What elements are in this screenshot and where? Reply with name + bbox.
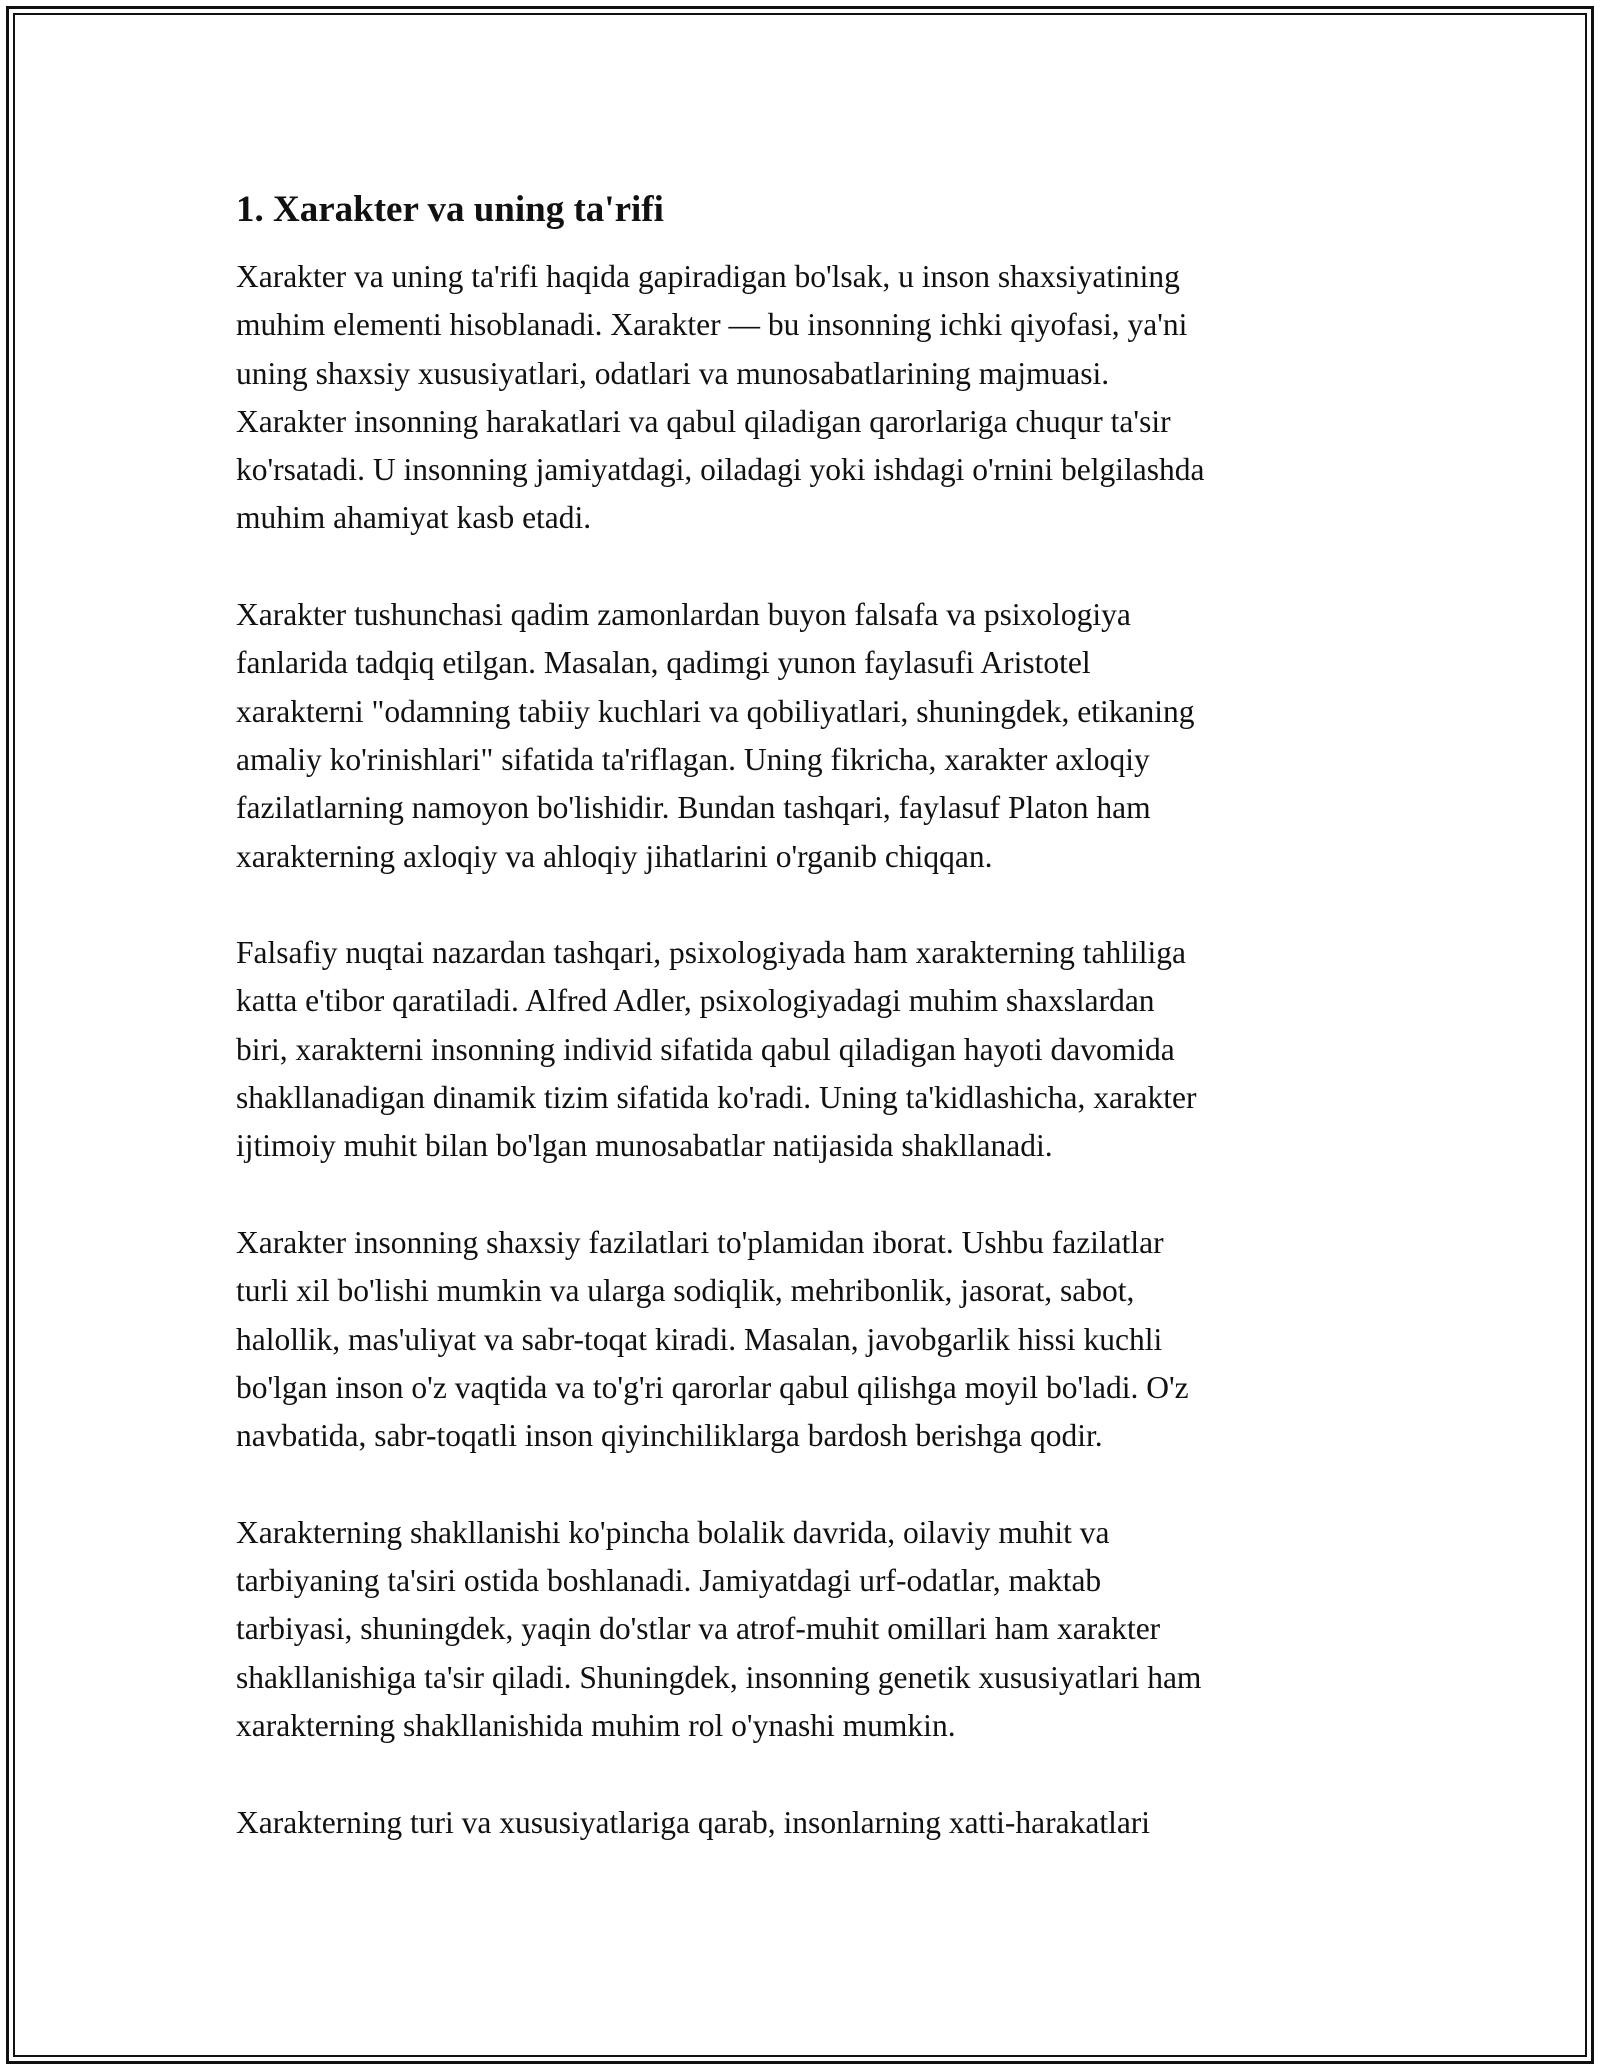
paragraph-line: halollik, mas'uliyat va sabr-toqat kiradi. Masalan, javobgarlik hissi kuchli	[236, 1321, 1163, 1357]
paragraph-line: Xarakter va uning ta'rifi haqida gapiradigan bo'lsak, u inson shaxsiyatining	[236, 259, 1180, 294]
paragraph-line: ko'rsatadi. U insonning jamiyatdagi, oiladagi yoki ishdagi o'rnini belgilashda	[236, 452, 1205, 488]
paragraph-line: Falsafiy nuqtai nazardan tashqari, psixologiyada ham xarakterning tahliliga	[236, 935, 1186, 971]
body-paragraph	[236, 1219, 1386, 1460]
section-title: 1. Xarakter va uning ta'rifi	[236, 189, 664, 230]
paragraph-line: Xarakter insonning shaxsiy fazilatlari to'plamidan iborat. Ushbu fazilatlar	[236, 1224, 1164, 1260]
paragraph-line: xarakterni "odamning tabiiy kuchlari va qobiliyatlari, shuningdek, etikaning	[236, 693, 1195, 729]
paragraph-line: tarbiyaning ta'siri ostida boshlanadi. Jamiyatdagi urf-odatlar, maktab	[236, 1563, 1102, 1599]
body-paragraph	[236, 1509, 1386, 1750]
paragraph-line: shakllanadigan dinamik tizim sifatida ko'radi. Uning ta'kidlashicha, xarakter	[236, 1080, 1197, 1116]
paragraph-line: xarakterning shakllanishida muhim rol o'ynashi mumkin.	[236, 1707, 956, 1743]
paragraph-line: ijtimoiy muhit bilan bo'lgan munosabatlar natijasida shakllanadi.	[236, 1128, 1053, 1164]
paragraph-line: Xarakterning turi va xususiyatlariga qarab, insonlarning xatti-harakatlari	[236, 1804, 1151, 1840]
body-paragraph	[236, 591, 1386, 881]
paragraph-line: xarakterning axloqiy va ahloqiy jihatlarini o'rganib chiqqan.	[236, 838, 993, 874]
paragraph-line: muhim elementi hisoblanadi. Xarakter — bu insonning ichki qiyofasi, ya'ni	[236, 307, 1188, 343]
document-page	[236, 186, 1386, 1895]
paragraph-line: Xarakterning shakllanishi ko'pincha bolalik davrida, oilaviy muhit va	[236, 1514, 1110, 1550]
paragraph-line: muhim ahamiyat kasb etadi.	[236, 500, 592, 536]
paragraph-line: Xarakter tushunchasi qadim zamonlardan buyon falsafa va psixologiya	[236, 597, 1131, 633]
body-paragraph	[236, 253, 1386, 543]
body-paragraph	[236, 929, 1386, 1170]
body-paragraph	[236, 1799, 1386, 1847]
paragraph-line: turli xil bo'lishi mumkin va ularga sodiqlik, mehribonlik, jasorat, sabot,	[236, 1273, 1135, 1309]
paragraph-line: Xarakter insonning harakatlari va qabul qiladigan qarorlariga chuqur ta'sir	[236, 403, 1171, 439]
paragraph-line: fanlarida tadqiq etilgan. Masalan, qadimgi yunon faylasufi Aristotel	[236, 645, 1091, 681]
paragraph-line: tarbiyasi, shuningdek, yaqin do'stlar va atrof-muhit omillari ham xarakter	[236, 1611, 1161, 1647]
paragraph-line: amaliy ko'rinishlari" sifatida ta'riflagan. Uning fikricha, xarakter axloqiy	[236, 741, 1150, 777]
paragraph-line: uning shaxsiy xususiyatlari, odatlari va munosabatlarining majmuasi.	[236, 355, 1110, 391]
paragraph-line: shakllanishiga ta'sir qiladi. Shuningdek, insonning genetik xususiyatlari ham	[236, 1659, 1202, 1695]
paragraph-line: navbatida, sabr-toqatli inson qiyinchiliklarga bardosh berishga qodir.	[236, 1418, 1103, 1454]
paragraph-line: bo'lgan inson o'z vaqtida va to'g'ri qarorlar qabul qilishga moyil bo'ladi. O'z	[236, 1369, 1189, 1405]
paragraph-line: biri, xarakterni insonning individ sifatida qabul qiladigan hayoti davomida	[236, 1031, 1175, 1067]
paragraph-line: fazilatlarning namoyon bo'lishidir. Bundan tashqari, faylasuf Platon ham	[236, 790, 1151, 826]
paragraph-line: katta e'tibor qaratiladi. Alfred Adler, psixologiyadagi muhim shaxslardan	[236, 983, 1155, 1019]
document-body	[236, 253, 1386, 1847]
